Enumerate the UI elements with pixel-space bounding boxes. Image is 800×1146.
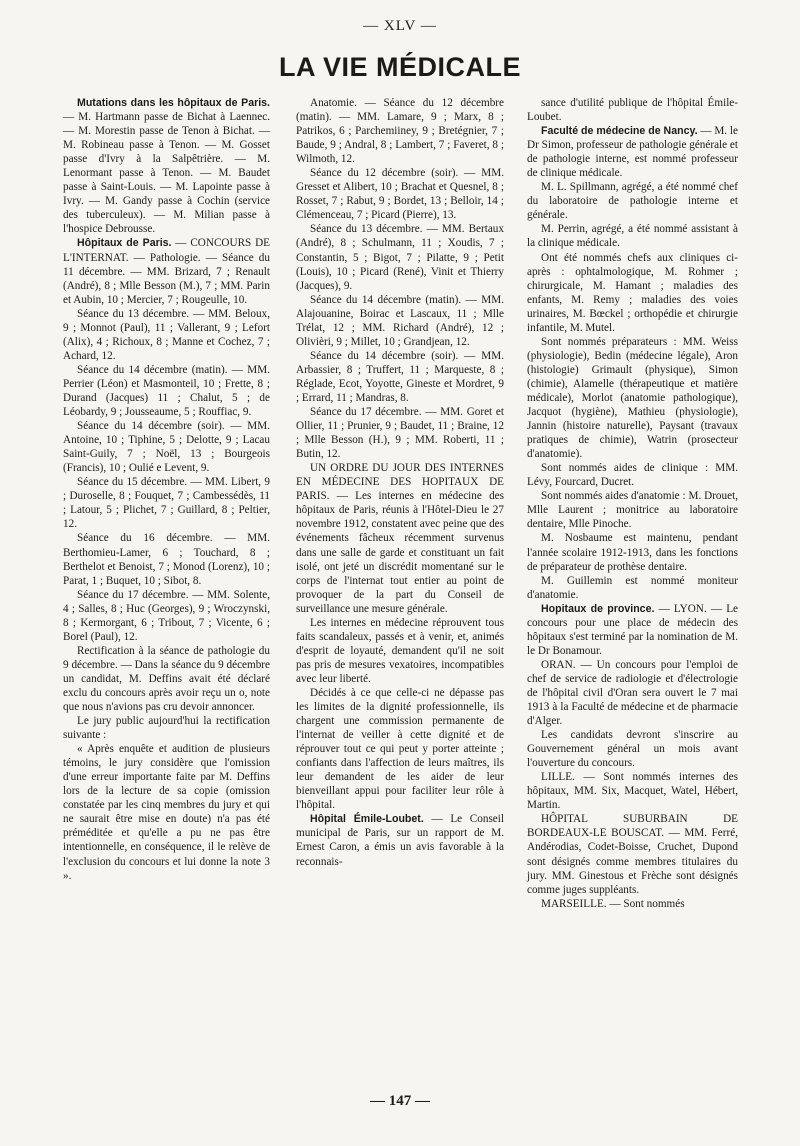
paragraph [63, 236, 270, 306]
paragraph [296, 405, 504, 461]
paragraph [527, 461, 738, 489]
paragraph [527, 96, 738, 124]
paragraph [296, 222, 504, 292]
paragraph [63, 307, 270, 363]
paragraph [527, 489, 738, 531]
paragraph [296, 293, 504, 349]
paragraph [63, 714, 270, 742]
paragraph [296, 616, 504, 686]
paragraph-text: — CONCOURS DE L'INTERNAT. — Pathologie. — Séance du 11 décembre. — MM. Brizard, 7 ; Renault (André), 8 ; Mlle Besson (M.), 7 ; MM. Parin et Aubin, 10 ; Mercier, 7 ; Rougeulle, 10. [63, 237, 270, 306]
paragraph-text: « Après enquête et audition de plusieurs témoins, le jury considère que l'omission d'une erreur importante faite par M. Deffins lors de la lecture de sa copie (omission constatée par les cinq membres du jury et qui ne saurait être mise en doute) n'a pas été préméditée et qu'elle a pu ne pas être intentionnelle, en conséquence, il le relève de l'exclusion du concours et lui donne la note 3 ». [63, 743, 270, 882]
paragraph-text: Séance du 14 décembre (soir). — MM. Antoine, 10 ; Tiphine, 5 ; Delotte, 9 ; Lacau Saint-Guily, 7 ; Noël, 13 ; Bourgeois (Francis), 10 ; Oulié e Levent, 9. [63, 420, 270, 475]
column-2 [296, 96, 504, 869]
paragraph [296, 349, 504, 405]
paragraph [527, 251, 738, 335]
column-1 [63, 96, 270, 883]
paragraph-text: M. Perrin, agrégé, a été nommé assistant à la clinique médicale. [527, 223, 738, 250]
paragraph [63, 419, 270, 475]
section-heading: Mutations dans les hôpitaux de Paris. [77, 97, 270, 109]
paragraph-text: Séance du 13 décembre. — MM. Bertaux (André), 8 ; Schulmann, 11 ; Xoudis, 7 ; Constantin, 5 ; Bigot, 7 ; Pilatte, 9 ; Petit (Louis), 10 ; Picard (René), Vinit et Thierry (Jacques), 9. [296, 223, 504, 292]
paragraph [296, 166, 504, 222]
paragraph-text: — Le Conseil municipal de Paris, sur un rapport de M. Ernest Caron, a émis un avis favorable à la reconnais- [296, 813, 504, 868]
paragraph [63, 96, 270, 236]
paragraph [527, 222, 738, 250]
paragraph-text: Sont nommés aides de clinique : MM. Lévy, Fourcard, Ducret. [527, 462, 738, 489]
paragraph-text: Décidés à ce que celle-ci ne dépasse pas les limites de la dignité professionnelle, ils chargent une commission permanente de l'internat de veiller à cette dignité et de réprouver tout ce qui peut y porter atteinte ; confiants dans l'affection de leurs maîtres, ils leur demandent de les aider de leur bienveillant appui pour faciliter leur rôle à l'hôpital. [296, 686, 504, 812]
paragraph [296, 686, 504, 812]
section-heading: Hôpitaux de Paris. [77, 237, 172, 250]
paragraph [63, 531, 270, 587]
paragraph [527, 335, 738, 461]
paragraph-text: Ont été nommés chefs aux cliniques ci-après : ophtalmologique, M. Rohmer ; chirurgicale, M. Hamant ; maladies des enfants, M. Remy ; maladies des voies urinaires, M. Bœckel ; orthopédie et chirurgie infantile, M. Mutel. [527, 251, 738, 334]
section-heading: Faculté de médecine de Nancy. [541, 125, 698, 138]
paragraph-text: Le jury public aujourd'hui la rectification suivante : [63, 715, 270, 742]
paragraph [296, 812, 504, 868]
paragraph-text: Séance du 14 décembre (matin). — MM. Perrier (Léon) et Masmonteil, 10 ; Frette, 8 ; Durand (Jacques) 11 ; Chalut, 5 ; de Léobardy, 9 ; Jousseaume, 5 ; Rouffiac, 9. [63, 363, 270, 419]
paragraph-text: — M. Hartmann passe de Bichat à Laennec. — M. Morestin passe de Tenon à Bichat. — M. Robineau passe à Tenon. — M. Gosset passe d'Ivry à la Salpêtrière. — M. Lenormant passe à Tenon. — M. Baudet passe à Saint-Louis. — M. Lapointe passe à Ivry. — M. Gandy passe à Cochin (service des tuberculeux). — M. Milian passe à l'hospice Debrousse. [63, 111, 270, 236]
paragraph-text: Séance du 13 décembre. — MM. Beloux, 9 ; Monnot (Paul), 11 ; Vallerant, 9 ; Lefort (Alix), 4 ; Richoux, 8 ; Manne et Cochez, 7 ; Achard, 12. [63, 307, 270, 362]
paragraph [527, 574, 738, 602]
paragraph-text: Les internes en médecine réprouvent tous faits scandaleux, passés et à venir, et, animés d'esprit de loyauté, demandent qu'il ne soit pas pris de mesures vexatoires, incompatibles avec leur liberté. [296, 616, 504, 685]
paragraph-text: M. Guillemin est nommé moniteur d'anatomie. [527, 574, 738, 601]
paragraph [296, 461, 504, 616]
page-number: — 147 — [370, 1093, 430, 1109]
paragraph-text: Anatomie. — Séance du 12 décembre (matin). — MM. Lamare, 9 ; Marx, 8 ; Patrikos, 6 ; Parchemiiney, 9 ; Bretégnier, 7 ; Baude, 9 ; Andral, 8 ; Lambert, 7 ; Faveret, 8 ; Wilmoth, 12. [296, 97, 504, 166]
paragraph-text: Séance du 14 décembre (matin). — MM. Alajouanine, Boirac et Lascaux, 11 ; Mlle Trélat, 12 ; MM. Richard (André), 12 ; Olivièri, 9 ; Millet, 10 ; Grandjean, 12. [296, 293, 504, 348]
paragraph-text: HÔPITAL SUBURBAIN DE BORDEAUX-LE BOUSCAT. — MM. Ferré, Andérodias, Codet-Boisse, Cruchet, Dupond sont désignés comme membres titulaires du jury. MM. Ginestous et Frèche sont désignés comme juges suppléants. [527, 813, 738, 896]
column-3 [527, 96, 738, 911]
paragraph [527, 180, 738, 222]
paragraph-text: MARSEILLE. — Sont nommés [541, 897, 685, 910]
paragraph [63, 742, 270, 882]
paragraph [527, 897, 738, 911]
paragraph-text: Rectification à la séance de pathologie du 9 décembre. — Dans la séance du 9 décembre un candidat, M. Deffins avait été déclaré exclu du concours après avoir reçu un o, note que nous n'avions pas cru devoir annoncer. [63, 644, 270, 714]
paragraph [527, 812, 738, 896]
paragraph [296, 96, 504, 166]
paragraph-text: Sont nommés aides d'anatomie : M. Drouet, Mlle Laurent ; monitrice au laboratoire dentaire, Mlle Pinoche. [527, 490, 738, 531]
paragraph-text: M. Nosbaume est maintenu, pendant l'année scolaire 1912-1913, dans les fonctions de préparateur de prothèse dentaire. [527, 532, 738, 573]
paragraph-text: ORAN. — Un concours pour l'emploi de chef de service de radiologie et d'électrologie de l'hôpital civil d'Oran sera ouvert le 7 mai 1913 à la Faculté de médecine et de pharmacie d'Alger. [527, 658, 738, 728]
running-header: — XLV — [363, 18, 437, 34]
page-title: LA VIE MÉDICALE [278, 52, 521, 82]
paragraph-text: M. L. Spillmann, agrégé, a été nommé chef du laboratoire de pathologie interne et générale. [527, 181, 738, 222]
paragraph-text: Sont nommés préparateurs : MM. Weiss (physiologie), Bedin (médecine légale), Aron (histologie) Grimault (physique), Simon (chimie), Alamelle (thérapeutique et matière médicale), Morlot (anatomie pathologique), Jacquot (hygiène), Mathieu (physiologie), Jannin (histoire naturelle), Paysant (travaux pratiques de chimie), Watrin (prosecteur d'anatomie). [527, 335, 738, 461]
paragraph-text: Séance du 17 décembre. — MM. Goret et Ollier, 11 ; Prunier, 9 ; Baudet, 11 ; Braine, 12 ; Mlle Besson (H.), 9 ; MM. Roberti, 11 ; Butin, 12. [296, 406, 504, 461]
paragraph [63, 644, 270, 714]
paragraph [63, 363, 270, 419]
paragraph-text: Séance du 17 décembre. — MM. Solente, 4 ; Salles, 8 ; Huc (Georges), 9 ; Wroczynski, 8 ; Kermorgant, 6 ; Tribout, 7 ; Vicente, 6 ; Borel (Paul), 12. [63, 588, 270, 643]
paragraph-text: Séance du 15 décembre. — MM. Libert, 9 ; Duroselle, 8 ; Fouquet, 7 ; Cambessédès, 11 ; Latour, 5 ; Plichet, 7 ; Guillard, 8 ; Peltier, 12. [63, 476, 270, 531]
paragraph-text: Les candidats devront s'inscrire au Gouvernement général un mois avant l'ouverture du concours. [527, 729, 738, 770]
section-heading: Hopitaux de province. [541, 602, 655, 615]
paragraph-text: UN ORDRE DU JOUR DES INTERNES EN MÉDECINE DES HOPITAUX DE PARIS. — Les internes en médecine des hôpitaux de Paris, réunis à l'Hôtel-Dieu le 27 novembre 1912, constatent avec peine que des événements fâcheux récemment survenus dans une salle de garde et constituant un fait isolé, ont jeté un discrédit momentané sur le corps de l'internat tout entier au point de provoquer de la part du Conseil de surveillance une mesure générale. [296, 462, 504, 615]
paragraph [63, 475, 270, 531]
paragraph-text: — LYON. — Le concours pour une place de médecin des hôpitaux s'est terminé par la nomination de M. le Dr Bonamour. [527, 602, 738, 657]
paragraph [527, 531, 738, 573]
paragraph-text: Séance du 16 décembre. — MM. Berthomieu-Lamer, 6 ; Touchard, 8 ; Berthelot et Benoist, 7 ; Monod (Lorenz), 10 ; Parat, 1 ; Buquet, 10 ; Sibot, 8. [63, 532, 270, 587]
paragraph [527, 602, 738, 658]
section-heading: Hôpital Émile-Loubet. [310, 813, 424, 826]
paragraph [527, 658, 738, 728]
paragraph-text: — M. le Dr Simon, professeur de pathologie générale et de pathologie interne, est nommé professeur de clinique médicale. [527, 125, 738, 180]
paragraph [527, 124, 738, 180]
paragraph-text: sance d'utilité publique de l'hôpital Émile-Loubet. [527, 97, 738, 124]
paragraph-text: Séance du 12 décembre (soir). — MM. Gresset et Alibert, 10 ; Brachat et Quesnel, 8 ; Rosset, 7 ; Rabut, 9 ; Bordet, 13 ; Belloir, 14 ; Clémenceau, 7 ; Picard (Pierre), 13. [296, 167, 504, 222]
paragraph [63, 588, 270, 644]
paragraph [527, 770, 738, 812]
paragraph [527, 728, 738, 770]
paragraph-text: LILLE. — Sont nommés internes des hôpitaux, MM. Six, Macquet, Watel, Hébert, Martin. [527, 771, 738, 812]
paragraph-text: Séance du 14 décembre (soir). — MM. Arbassier, 8 ; Truffert, 11 ; Marqueste, 8 ; Réglade, Ecot, Yoyotte, Gineste et Mordret, 9 ; Errard, 11 ; Mandras, 8. [296, 349, 504, 404]
